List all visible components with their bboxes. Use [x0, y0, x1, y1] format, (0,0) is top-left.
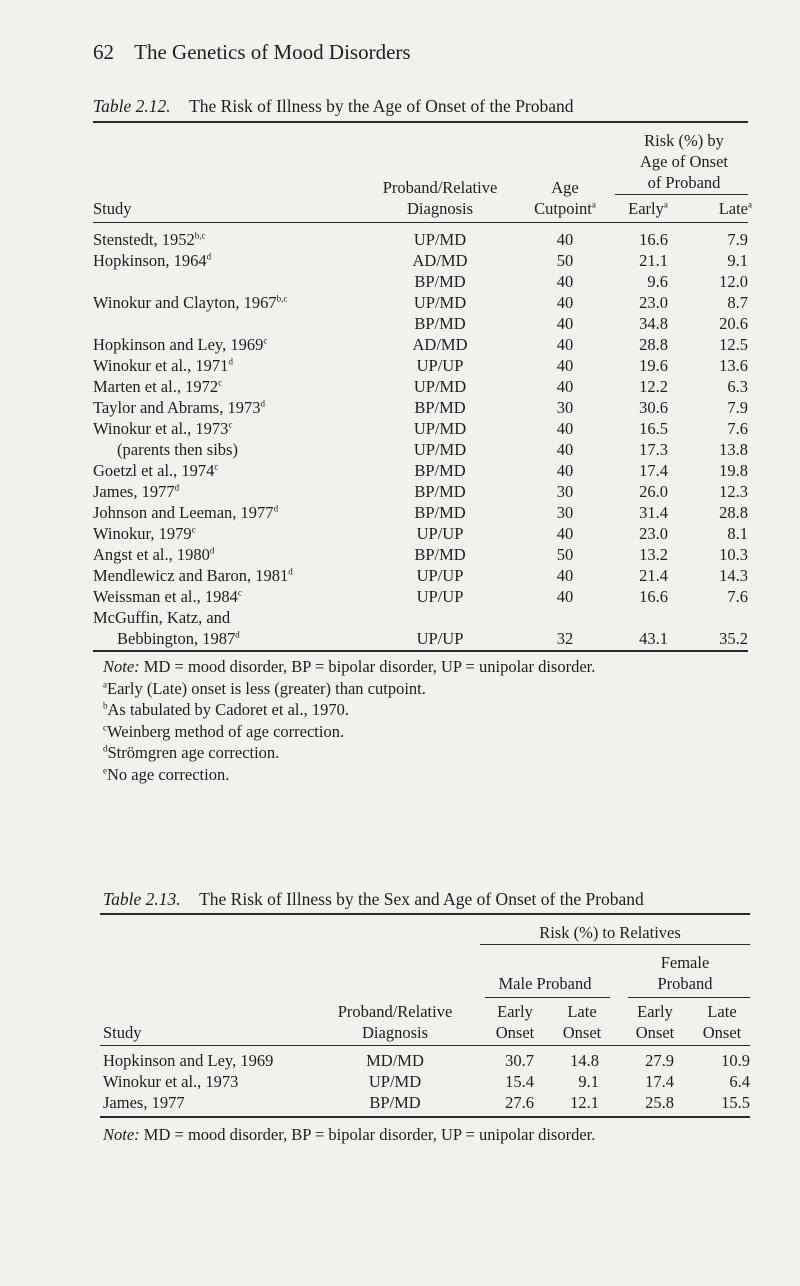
early-risk-cell: 16.5: [639, 419, 668, 438]
female-early-cell: 25.8: [645, 1093, 674, 1112]
late-risk-cell: 8.1: [727, 524, 748, 543]
table2-m-early-header: Early Onset: [495, 1002, 535, 1042]
early-risk-cell: 21.1: [639, 251, 668, 270]
table1-notes: [103, 656, 595, 785]
table2-study-header: Study: [103, 1023, 142, 1042]
table2-caption: [103, 889, 644, 910]
diagnosis-cell: UP/UP: [416, 524, 464, 543]
table2-male-subrule: [485, 997, 610, 998]
early-risk-cell: 16.6: [639, 230, 668, 249]
footnote: $^d$Strömgren age correction.: [103, 743, 280, 762]
late-risk-cell: 12.0: [719, 272, 748, 291]
late-risk-cell: 28.8: [719, 503, 748, 522]
study-cell: Taylor and Abrams, 1973$^d$: [93, 398, 265, 417]
footnote: $^a$Early (Late) onset is less (greater) than cutpoint.: [103, 678, 426, 698]
cutpoint-cell: 40: [556, 524, 574, 543]
table2-header-rule: [100, 1045, 750, 1046]
diagnosis-cell: BP/MD: [414, 503, 466, 522]
early-risk-cell: 16.6: [639, 587, 668, 606]
male-early-cell: 15.4: [505, 1072, 534, 1091]
table1-age-header: Age Cutpoint$^a$: [534, 178, 596, 218]
late-risk-cell: 12.5: [719, 335, 748, 354]
late-risk-cell: 8.7: [727, 293, 748, 312]
diagnosis-cell: UP/UP: [416, 356, 464, 375]
study-cell: Winokur et al., 1973$^c$: [93, 419, 233, 438]
table1-footnotes: [103, 678, 595, 786]
table1-title: The Risk of Illness by the Age of Onset of the Proband: [189, 96, 574, 116]
table2-f-early-header: Early Onset: [635, 1002, 675, 1042]
diagnosis-cell: UP/UP: [416, 587, 464, 606]
diagnosis-cell: BP/MD: [414, 545, 466, 564]
table2-male-header: Male Proband: [498, 974, 592, 993]
diagnosis-cell: UP/MD: [368, 1072, 422, 1091]
late-risk-cell: 9.1: [727, 251, 748, 270]
male-early-cell: 27.6: [505, 1093, 534, 1112]
early-risk-cell: 43.1: [639, 629, 668, 648]
study-cell: Winokur, 1979$^c$: [93, 524, 196, 543]
diagnosis-cell: BP/MD: [414, 398, 466, 417]
cutpoint-cell: 30: [556, 503, 574, 522]
cutpoint-cell: 40: [556, 293, 574, 312]
early-risk-cell: 34.8: [639, 314, 668, 333]
study-cell: Winokur et al., 1973: [103, 1072, 239, 1091]
late-risk-cell: 6.3: [727, 377, 748, 396]
female-late-cell: 15.5: [721, 1093, 750, 1112]
early-risk-cell: 9.6: [647, 272, 668, 291]
male-late-cell: 9.1: [578, 1072, 599, 1091]
early-risk-cell: 17.3: [639, 440, 668, 459]
diagnosis-cell: BP/MD: [414, 314, 466, 333]
male-early-cell: 30.7: [505, 1051, 534, 1070]
early-risk-cell: 28.8: [639, 335, 668, 354]
cutpoint-cell: 50: [556, 545, 574, 564]
cutpoint-cell: 40: [556, 440, 574, 459]
early-risk-cell: 21.4: [639, 566, 668, 585]
female-early-cell: 27.9: [645, 1051, 674, 1070]
cutpoint-cell: 40: [556, 272, 574, 291]
diagnosis-cell: BP/MD: [414, 482, 466, 501]
early-risk-cell: 31.4: [639, 503, 668, 522]
diagnosis-cell: AD/MD: [412, 251, 468, 270]
male-late-cell: 14.8: [570, 1051, 599, 1070]
table2-risk-header: Risk (%) to Relatives: [539, 923, 681, 942]
diagnosis-cell: UP/MD: [413, 440, 467, 459]
early-risk-cell: 23.0: [639, 293, 668, 312]
early-risk-cell: 13.2: [639, 545, 668, 564]
cutpoint-cell: 50: [556, 251, 574, 270]
diagnosis-cell: UP/MD: [413, 377, 467, 396]
study-cell: James, 1977$^d$: [93, 482, 180, 501]
early-risk-cell: 12.2: [639, 377, 668, 396]
study-cell: Johnson and Leeman, 1977$^d$: [93, 503, 279, 522]
study-cell: Hopkinson and Ley, 1969$^c$: [93, 335, 268, 354]
study-cell: (parents then sibs): [117, 440, 238, 459]
late-risk-cell: 7.6: [727, 587, 748, 606]
study-cell: Stenstedt, 1952$^{b,c}$: [93, 230, 206, 249]
table1-note: Note: MD = mood disorder, BP = bipolar disorder, UP = unipolar disorder.: [103, 657, 596, 676]
diagnosis-cell: AD/MD: [412, 335, 468, 354]
table2-risk-subrule: [480, 944, 750, 945]
cutpoint-cell: 40: [556, 356, 574, 375]
study-cell: James, 1977: [103, 1093, 185, 1112]
cutpoint-cell: 40: [556, 419, 574, 438]
study-cell: Hopkinson and Ley, 1969: [103, 1051, 274, 1070]
diagnosis-cell: UP/UP: [416, 566, 464, 585]
diagnosis-cell: MD/MD: [366, 1051, 424, 1070]
late-risk-cell: 20.6: [719, 314, 748, 333]
diagnosis-cell: BP/MD: [414, 272, 466, 291]
study-cell: Mendlewicz and Baron, 1981$^d$: [93, 566, 293, 585]
table2-m-late-header: Late Onset: [562, 1002, 602, 1042]
table1-study-header: Study: [93, 199, 132, 218]
table1-risk-header: Risk (%) by Age of Onset of Proband: [640, 131, 728, 192]
study-cell: Winokur et al., 1971$^d$: [93, 356, 233, 375]
table2-note: Note: MD = mood disorder, BP = bipolar disorder, UP = unipolar disorder.: [103, 1125, 596, 1144]
table2-female-subrule: [628, 997, 750, 998]
cutpoint-cell: 40: [556, 230, 574, 249]
table1-late-header: Late$^a$: [718, 199, 752, 218]
early-risk-cell: 19.6: [639, 356, 668, 375]
late-risk-cell: 7.9: [727, 230, 748, 249]
study-cell: Goetzl et al., 1974$^c$: [93, 461, 219, 480]
table1-bottom-rule: [93, 650, 748, 652]
table1-label: Table 2.12.: [93, 96, 171, 116]
cutpoint-cell: 40: [556, 377, 574, 396]
table2-top-rule: [100, 913, 750, 915]
table2-title: The Risk of Illness by the Sex and Age of Onset of the Proband: [199, 889, 644, 909]
late-risk-cell: 35.2: [719, 629, 748, 648]
study-cell: Angst et al., 1980$^d$: [93, 545, 215, 564]
male-late-cell: 12.1: [570, 1093, 599, 1112]
diagnosis-cell: BP/MD: [369, 1093, 421, 1112]
study-cell: Winokur and Clayton, 1967$^{b,c}$: [93, 293, 288, 312]
study-cell: McGuffin, Katz, and: [93, 608, 231, 627]
table2-female-header: Female Proband: [657, 953, 713, 993]
footnote: $^b$As tabulated by Cadoret et al., 1970.: [103, 700, 349, 719]
page-number: 62: [93, 40, 114, 64]
cutpoint-cell: 30: [556, 398, 574, 417]
late-risk-cell: 12.3: [719, 482, 748, 501]
early-risk-cell: 30.6: [639, 398, 668, 417]
footnote: $^c$Weinberg method of age correction.: [103, 721, 345, 741]
late-risk-cell: 14.3: [719, 566, 748, 585]
table1-diag-header: Proband/Relative Diagnosis: [382, 178, 498, 218]
diagnosis-cell: UP/MD: [413, 293, 467, 312]
study-cell: Hopkinson, 1964$^d$: [93, 251, 212, 270]
cutpoint-cell: 30: [556, 482, 574, 501]
early-risk-cell: 17.4: [639, 461, 668, 480]
late-risk-cell: 13.8: [719, 440, 748, 459]
cutpoint-cell: 32: [556, 629, 574, 648]
cutpoint-cell: 40: [556, 335, 574, 354]
early-risk-cell: 26.0: [639, 482, 668, 501]
diagnosis-cell: UP/MD: [413, 230, 467, 249]
diagnosis-cell: UP/UP: [416, 629, 464, 648]
cutpoint-cell: 40: [556, 314, 574, 333]
footnote: $^e$No age correction.: [103, 764, 230, 784]
late-risk-cell: 13.6: [719, 356, 748, 375]
cutpoint-cell: 40: [556, 587, 574, 606]
table1-risk-subrule: [615, 194, 748, 195]
diagnosis-cell: UP/MD: [413, 419, 467, 438]
table1-top-rule: [93, 121, 748, 123]
table1-header-rule: [93, 222, 748, 223]
table2-f-late-header: Late Onset: [702, 1002, 742, 1042]
study-cell: Marten et al., 1972$^c$: [93, 377, 223, 396]
female-late-cell: 10.9: [721, 1051, 750, 1070]
female-early-cell: 17.4: [645, 1072, 674, 1091]
late-risk-cell: 10.3: [719, 545, 748, 564]
late-risk-cell: 7.6: [727, 419, 748, 438]
study-cell: Weissman et al., 1984$^c$: [93, 587, 242, 606]
female-late-cell: 6.4: [729, 1072, 750, 1091]
table1-early-header: Early$^a$: [628, 199, 668, 218]
table2-bottom-rule: [100, 1116, 750, 1118]
running-title: The Genetics of Mood Disorders: [134, 40, 411, 64]
table2-label: Table 2.13.: [103, 889, 181, 909]
diagnosis-cell: BP/MD: [414, 461, 466, 480]
cutpoint-cell: 40: [556, 566, 574, 585]
cutpoint-cell: 40: [556, 461, 574, 480]
table1-caption: [93, 96, 574, 117]
page-header: [93, 40, 411, 65]
early-risk-cell: 23.0: [639, 524, 668, 543]
table2-diag-header: Proband/Relative Diagnosis: [337, 1002, 453, 1042]
late-risk-cell: 19.8: [719, 461, 748, 480]
late-risk-cell: 7.9: [727, 398, 748, 417]
study-cell: Bebbington, 1987$^d$: [117, 629, 240, 648]
